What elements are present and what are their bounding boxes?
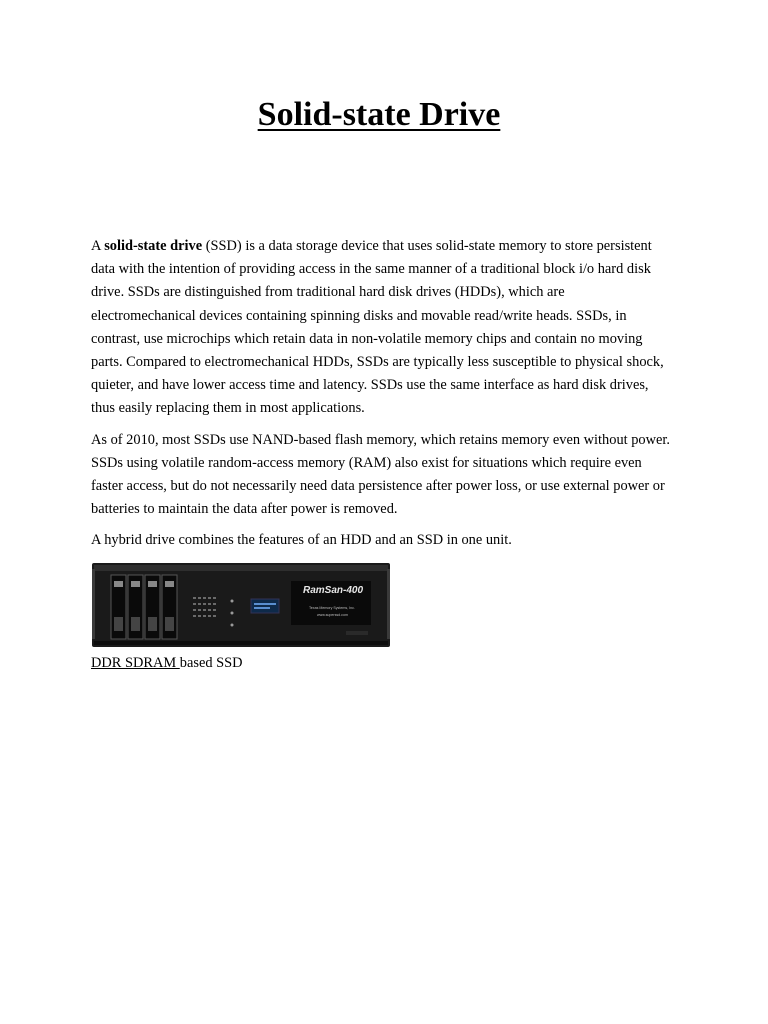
bold-term-solid-state-drive: solid-state drive (104, 238, 203, 254)
ramsan-ssd-image (91, 561, 391, 649)
intro-rest-text: (SSD) is a data storage device that uses solid-state memory to store persistent data with the intention of providing access in the same manner of a traditional block i/o hard disk drive. SSDs are distinguished from traditional hard disk drives (HDDs), which are electromechanical devices containing spinning disks and movable read/write heads. SSDs, in contrast, use microchips which retain data in non-volatile memory chips and contain no moving parts. Compared to electromechanical HDDs, SSDs are typically less susceptible to physical shock, quieter, and have lower access time and latency. SSDs use the same interface as hard disk drives, thus easily replacing them in most applications. (91, 238, 664, 417)
paragraph-hybrid: A hybrid drive combines the features of an HDD and an SSD in one unit. (91, 532, 512, 549)
caption-rest-text: based SSD (179, 654, 243, 671)
device-company-label: Texas Memory Systems, Inc. (309, 605, 355, 610)
device-model-label: RamSan-400 (303, 584, 364, 596)
figure-caption (91, 653, 671, 673)
document-title: Solid-state Drive (257, 96, 501, 133)
document-body (91, 235, 671, 673)
ddr-sdram-link[interactable]: DDR SDRAM (91, 654, 180, 671)
intro-lead-text: A (91, 238, 105, 254)
device-website-label: www.superssd.com (317, 612, 348, 617)
paragraph-nand: As of 2010, most SSDs use NAND-based flash memory, which retains memory even without power. SSDs using volatile random-access memory (RAM) also exist for situations which require even faster access, but do not necessarily need data persistence after power loss, or use external power or batteries to maintain the data after power is removed. (91, 431, 671, 518)
paragraph-intro (91, 235, 671, 421)
lcd-display (251, 599, 279, 613)
